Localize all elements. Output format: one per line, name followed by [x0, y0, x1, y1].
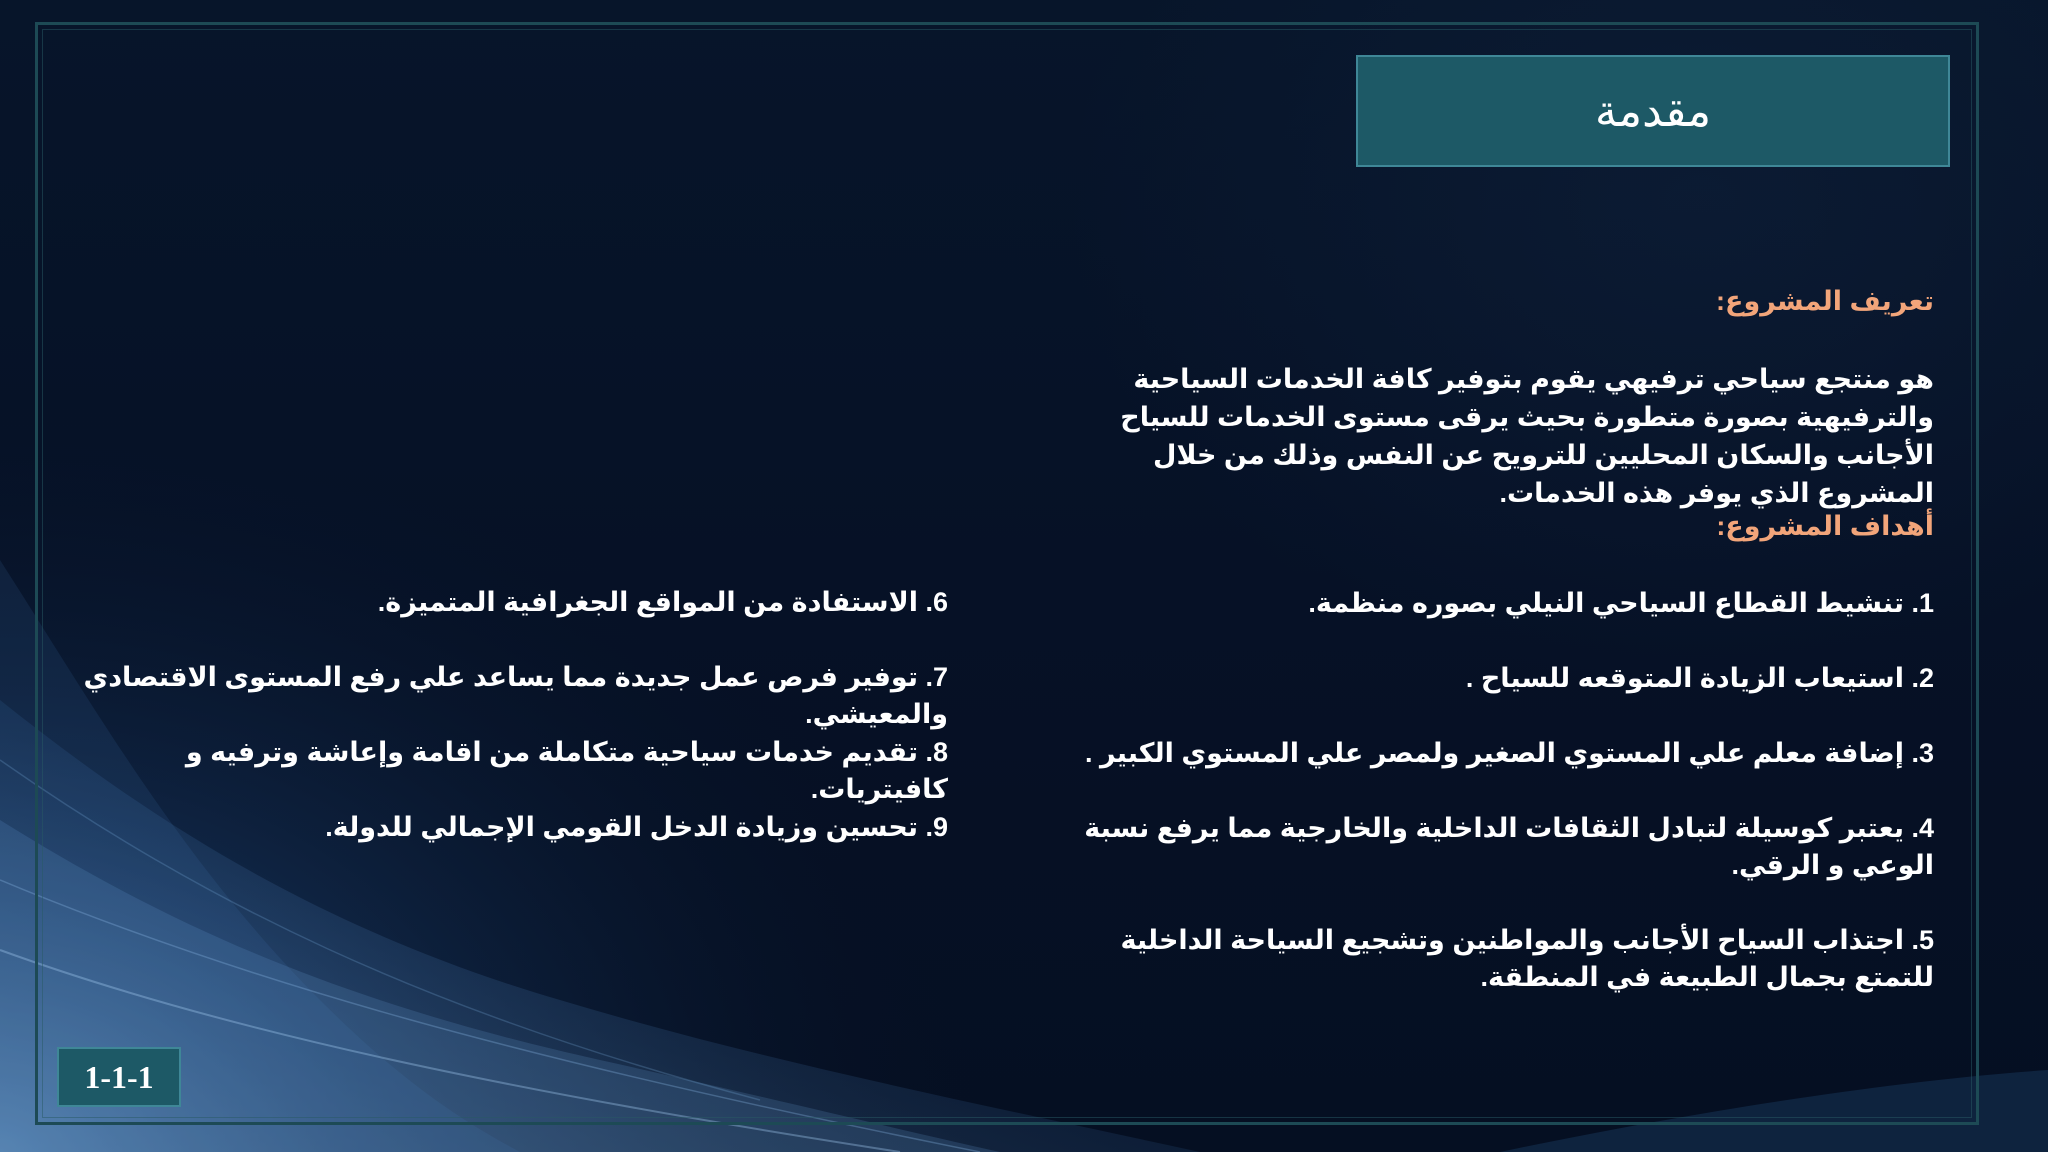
goal-item-4: 4. يعتبر كوسيلة لتبادل الثقافات الداخلية والخارجية مما يرفع نسبة الوعي و الرقي. [1084, 813, 1934, 880]
goals-heading: أهداف المشروع: [1716, 511, 1934, 541]
definition-paragraph: هو منتجع سياحي ترفيهي يقوم بتوفير كافة الخدمات السياحية والترفيهية بصورة متطورة بحيث يرقى مستوى الخدمات للسياح الأجانب والسكان المحليين للترويح عن النفس وذلك من خلال المشروع الذي يوفر هذه الخدمات. [1120, 364, 1934, 508]
goal-item-3: 3. إضافة معلم علي المستوي الصغير ولمصر علي المستوي الكبير . [1084, 738, 1934, 768]
goal-item-9: 9. تحسين وزيادة الدخل القومي الإجمالي للدولة. [325, 812, 948, 842]
goal-item-7: 7. توفير فرص عمل جديدة مما يساعد علي رفع المستوى الاقتصادي والمعيشي. [83, 662, 948, 729]
goal-item-6: 6. الاستفادة من المواقع الجغرافية المتميزة. [377, 587, 948, 617]
goal-item-1: 1. تنشيط القطاع السياحي النيلي بصوره منظمة. [1308, 588, 1934, 618]
goal-item-8: 8. تقديم خدمات سياحية متكاملة من اقامة وإعاشة وترفيه و كافيتريات. [185, 737, 948, 804]
goal-item-5: 5. اجتذاب السياح الأجانب والمواطنين وتشجيع السياحة الداخلية للتمتع بجمال الطبيعة في المنطقة. [1120, 925, 1934, 992]
definition-heading: تعريف المشروع: [1716, 286, 1934, 316]
slide-number-badge [57, 1047, 181, 1107]
title-box [1356, 55, 1950, 167]
goal-item-2: 2. استيعاب الزيادة المتوقعه للسياح . [1465, 663, 1934, 693]
slide-title: مقدمة [1594, 86, 1712, 136]
slide-number: 1-1-1 [84, 1058, 154, 1095]
